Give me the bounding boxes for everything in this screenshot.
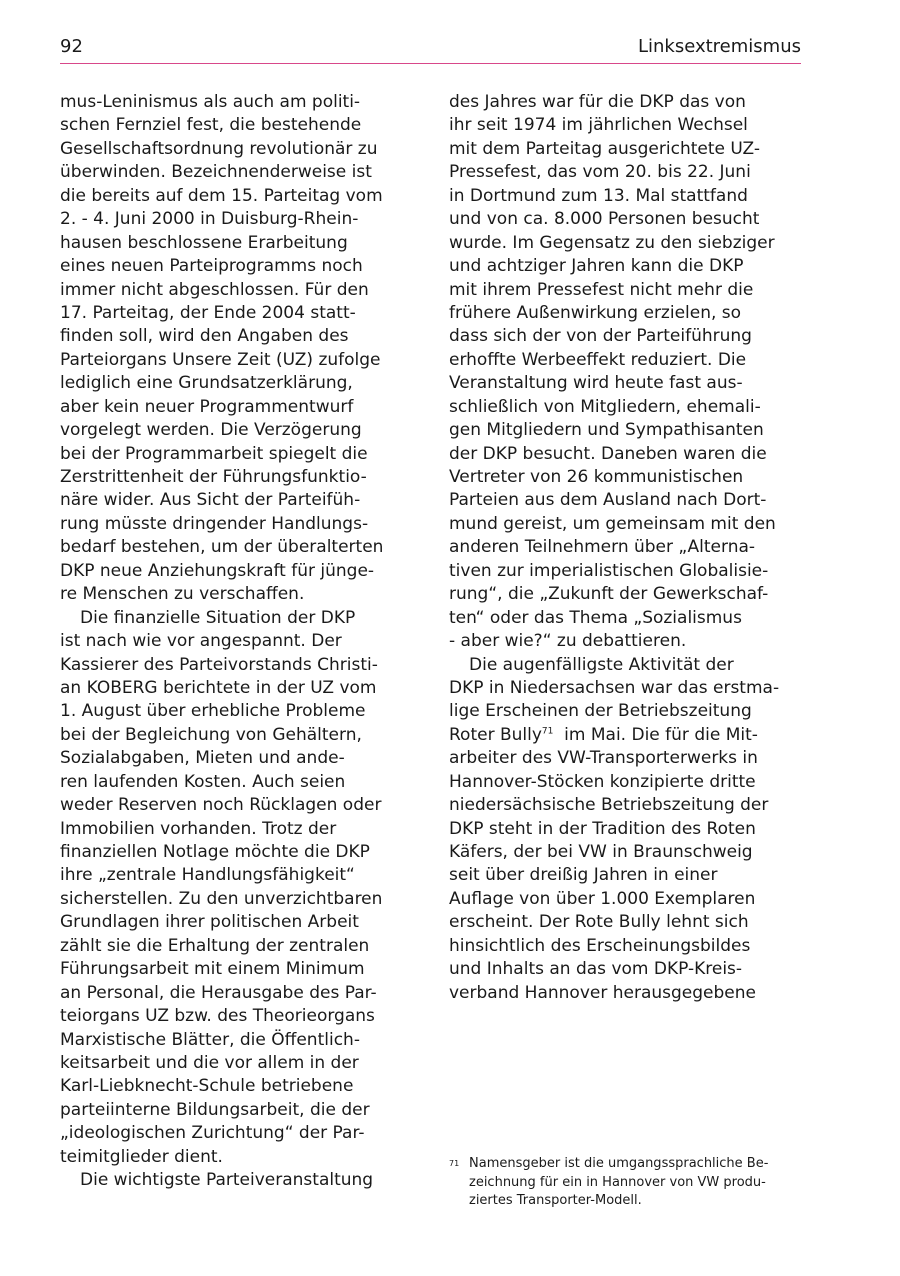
line-text: Parteiorgans Unsere Zeit (UZ) zufolge (60, 349, 381, 370)
text-line (449, 443, 801, 466)
text-line (449, 607, 801, 630)
text-line (449, 958, 801, 981)
line-text: Marxistische Blätter, die Öffentlich- (60, 1029, 360, 1050)
line-text: Die wichtigste Parteiveranstaltung (80, 1170, 374, 1191)
text-line (60, 982, 412, 1005)
line-text: Pressefest, das vom 20. bis 22. Juni (449, 162, 751, 183)
text-line (60, 607, 412, 630)
line-text: vorgelegt werden. Die Verzögerung (60, 420, 362, 441)
line-text: Führungsarbeit mit einem Minimum (60, 959, 365, 980)
text-line (449, 302, 801, 325)
line-text: erhoffte Werbeeffekt reduziert. Die (449, 349, 747, 370)
line-text: lediglich eine Grundsatzerklärung, (60, 373, 353, 394)
line-text: aber kein neuer Programmentwurf (60, 396, 354, 417)
text-line (60, 818, 412, 841)
line-text: ihre „zentrale Handlungsfähigkeit“ (60, 865, 355, 886)
line-text: finden soll, wird den Angaben des (60, 326, 349, 347)
line-text: 1. August über erhebliche Probleme (60, 701, 366, 722)
text-line (60, 1099, 412, 1122)
text-line (60, 138, 412, 161)
line-text: sicherstellen. Zu den unverzichtbaren (60, 888, 383, 909)
text-line (60, 349, 412, 372)
footnote-line: ziertes Transporter-Modell. (469, 1193, 642, 1208)
line-text: bei der Programmarbeit spiegelt die (60, 443, 368, 464)
text-line (449, 325, 801, 348)
line-text: hausen beschlossene Erarbeitung (60, 232, 348, 253)
line-text: Die augenfälligste Aktivität der (469, 654, 734, 675)
line-text: Auflage von über 1.000 Exemplaren (449, 888, 756, 909)
text-line (60, 1029, 412, 1052)
text-line (449, 91, 801, 114)
line-text: Karl-Liebknecht-Schule betriebene (60, 1076, 354, 1097)
text-line (449, 372, 801, 395)
left-text-column (60, 91, 412, 1193)
footnote (449, 1155, 801, 1211)
line-text: mit ihrem Pressefest nicht mehr die (449, 279, 754, 300)
line-text: Zerstrittenheit der Führungsfunktio- (60, 467, 367, 487)
text-line (60, 419, 412, 442)
text-line (449, 279, 801, 302)
line-text: Grundlagen ihrer politischen Arbeit (60, 912, 359, 933)
text-line (60, 935, 412, 958)
text-line (449, 255, 801, 278)
text-line (60, 1169, 412, 1192)
text-line (60, 325, 412, 348)
line-text: schließlich von Mitgliedern, ehemali- (449, 396, 761, 417)
line-text: der DKP besucht. Daneben waren die (449, 443, 767, 464)
line-text: gen Mitgliedern und Sympathisanten (449, 420, 764, 441)
text-line (60, 841, 412, 864)
text-line (60, 443, 412, 466)
text-line (60, 114, 412, 137)
line-text: ren laufenden Kosten. Auch seien (60, 771, 346, 792)
line-text: Parteien aus dem Ausland nach Dort- (449, 490, 767, 511)
text-line (60, 654, 412, 677)
text-line (60, 513, 412, 536)
text-line (60, 560, 412, 583)
text-line (60, 232, 412, 255)
line-text: des Jahres war für die DKP das von (449, 92, 746, 112)
line-text: Die finanzielle Situation der DKP (80, 607, 356, 628)
text-line (60, 747, 412, 770)
line-text: seit über dreißig Jahren in einer (449, 865, 718, 886)
text-line (60, 700, 412, 723)
text-line (60, 794, 412, 817)
text-line (449, 560, 801, 583)
line-text: ihr seit 1974 im jährlichen Wechsel (449, 115, 748, 136)
text-line (60, 630, 412, 653)
line-text: bei der Begleichung von Gehältern, (60, 724, 362, 745)
text-line (60, 677, 412, 700)
text-line (449, 818, 801, 841)
text-line (449, 841, 801, 864)
text-line (60, 771, 412, 794)
line-text: und von ca. 8.000 Personen besucht (449, 209, 760, 230)
footnote-reference: 71 (541, 726, 554, 737)
line-text: mit dem Parteitag ausgerichtete UZ- (449, 138, 760, 159)
line-text: Gesellschaftsordnung revolutionär zu (60, 138, 378, 159)
line-text: teimitglieder dient. (60, 1146, 223, 1167)
text-line (449, 396, 801, 419)
text-line (449, 864, 801, 887)
line-text: dass sich der von der Parteiführung (449, 326, 752, 347)
line-text: in Dortmund zum 13. Mal stattfand (449, 185, 748, 206)
text-line (60, 911, 412, 934)
text-line (449, 888, 801, 911)
line-text: lige Erscheinen der Betriebszeitung (449, 701, 752, 722)
text-line (60, 724, 412, 747)
footnote-line: zeichnung für ein in Hannover von VW produ- (469, 1174, 766, 1190)
line-text: Roter Bully (449, 724, 542, 745)
text-line (449, 982, 801, 1005)
line-text: finanziellen Notlage möchte die DKP (60, 842, 370, 862)
text-line (60, 466, 412, 489)
text-line (60, 958, 412, 981)
page-header (60, 36, 801, 64)
text-line (60, 1052, 412, 1075)
line-text: DKP steht in der Tradition des Roten (449, 818, 756, 839)
text-line (60, 1005, 412, 1028)
line-text-continued: im Mai. Die für die Mit- (553, 724, 758, 745)
text-line (449, 185, 801, 208)
text-line (60, 1122, 412, 1145)
text-line (449, 794, 801, 817)
text-line (449, 911, 801, 934)
header-rule (60, 63, 801, 64)
right-text-column (449, 91, 801, 1005)
text-line (60, 536, 412, 559)
line-text: frühere Außenwirkung erzielen, so (449, 302, 742, 323)
text-line (449, 771, 801, 794)
text-line (449, 466, 801, 489)
line-text: Käfers, der bei VW in Braunschweig (449, 842, 753, 862)
line-text: erscheint. Der Rote Bully lehnt sich (449, 912, 749, 933)
text-line (449, 232, 801, 255)
line-text: rung“, die „Zukunft der Gewerkschaf- (449, 584, 769, 605)
line-text: an Personal, die Herausgabe des Par- (60, 982, 377, 1003)
text-line (60, 1146, 412, 1169)
text-line (60, 279, 412, 302)
text-line (449, 349, 801, 372)
line-text: und achtziger Jahren kann die DKP (449, 256, 744, 277)
text-line (449, 630, 801, 653)
line-text: Immobilien vorhanden. Trotz der (60, 818, 337, 839)
line-text: rung müsste dringender Handlungs- (60, 513, 369, 534)
footnote-number: 71 (449, 1159, 460, 1168)
line-text: anderen Teilnehmern über „Alterna- (449, 537, 756, 558)
line-text: an KOBERG berichtete in der UZ vom (60, 677, 377, 698)
text-line (60, 255, 412, 278)
text-line (449, 161, 801, 184)
text-line (449, 724, 801, 747)
line-text: Vertreter von 26 kommunistischen (449, 467, 744, 487)
text-line (449, 935, 801, 958)
line-text: parteiinterne Bildungsarbeit, die der (60, 1099, 370, 1120)
line-text: eines neuen Parteiprogramms noch (60, 256, 363, 277)
text-line (449, 419, 801, 442)
text-line (60, 583, 412, 606)
page-number: 92 (60, 36, 83, 57)
footnote-line: Namensgeber ist die umgangssprachliche Be- (469, 1156, 769, 1171)
line-text: teiorgans UZ bzw. des Theorieorgans (60, 1006, 375, 1027)
text-line (60, 888, 412, 911)
line-text: arbeiter des VW-Transporterwerks in (449, 748, 758, 769)
text-line (449, 138, 801, 161)
line-text: niedersächsische Betriebszeitung der (449, 795, 769, 816)
line-text: weder Reserven noch Rücklagen oder (60, 795, 382, 816)
line-text: DKP in Niedersachsen war das erstma- (449, 677, 780, 698)
line-text: schen Fernziel fest, die bestehende (60, 115, 362, 136)
line-text: keitsarbeit und die vor allem in der (60, 1052, 359, 1073)
text-line (449, 513, 801, 536)
text-line (60, 372, 412, 395)
running-title: Linksextremismus (637, 36, 801, 57)
text-line (60, 185, 412, 208)
line-text: und Inhalts an das vom DKP-Kreis- (449, 959, 743, 980)
text-line (449, 114, 801, 137)
line-text: Sozialabgaben, Mieten und ande- (60, 748, 345, 769)
line-text: verband Hannover herausgegebene (449, 982, 757, 1003)
text-line (60, 161, 412, 184)
line-text: mus-Leninismus als auch am politi- (60, 92, 361, 112)
line-text: näre wider. Aus Sicht der Parteifüh- (60, 490, 361, 511)
text-line (449, 747, 801, 770)
text-line (449, 677, 801, 700)
line-text: - aber wie?“ zu debattieren. (449, 631, 687, 652)
text-line (60, 208, 412, 231)
line-text: zählt sie die Erhaltung der zentralen (60, 935, 370, 956)
text-line (449, 208, 801, 231)
line-text: Kassierer des Parteivorstands Christi- (60, 654, 378, 675)
line-text: tiven zur imperialistischen Globalisie- (449, 560, 769, 581)
line-text: wurde. Im Gegensatz zu den siebziger (449, 232, 775, 253)
text-line (60, 864, 412, 887)
text-line (449, 700, 801, 723)
text-line (60, 91, 412, 114)
line-text: „ideologischen Zurichtung“ der Par- (60, 1123, 365, 1144)
line-text: überwinden. Bezeichnenderweise ist (60, 162, 372, 183)
line-text: die bereits auf dem 15. Parteitag vom (60, 185, 383, 206)
line-text: ten“ oder das Thema „Sozialismus (449, 607, 742, 628)
line-text: DKP neue Anziehungskraft für jünge- (60, 560, 375, 581)
line-text: ist nach wie vor angespannt. Der (60, 631, 342, 652)
text-line (449, 654, 801, 677)
line-text: re Menschen zu verschaffen. (60, 584, 305, 605)
line-text: 17. Parteitag, der Ende 2004 statt- (60, 302, 356, 323)
line-text: 2. - 4. Juni 2000 in Duisburg-Rhein- (60, 209, 359, 230)
line-text: immer nicht abgeschlossen. Für den (60, 279, 369, 300)
line-text: Veranstaltung wird heute fast aus- (449, 373, 743, 394)
line-text: hinsichtlich des Erscheinungsbildes (449, 935, 751, 956)
line-text: bedarf bestehen, um der überalterten (60, 537, 384, 558)
text-line (60, 302, 412, 325)
text-line (60, 396, 412, 419)
text-line (60, 1075, 412, 1098)
line-text: Hannover-Stöcken konzipierte dritte (449, 771, 756, 792)
text-line (449, 583, 801, 606)
text-line (60, 489, 412, 512)
text-line (449, 489, 801, 512)
line-text: mund gereist, um gemeinsam mit den (449, 513, 776, 534)
text-line (449, 536, 801, 559)
